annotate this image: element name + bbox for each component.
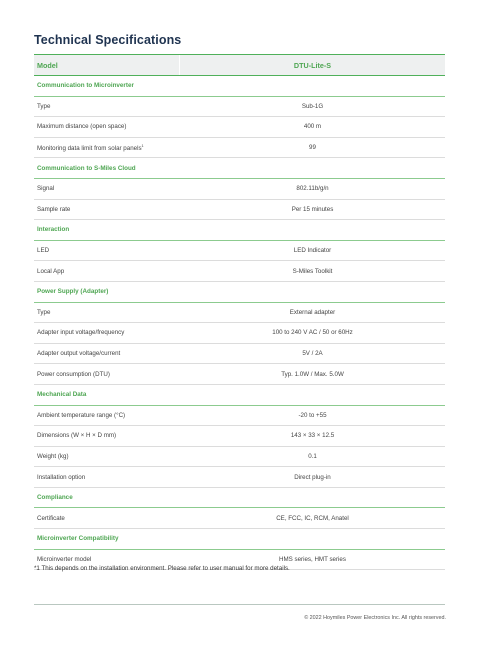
row-label-text: Local App — [37, 267, 65, 275]
table-row — [34, 200, 445, 221]
row-label-text: Installation option — [37, 473, 86, 481]
row-label-text: Maximum distance (open space) — [37, 123, 127, 131]
section-title: Communication to S-Miles Cloud — [37, 164, 136, 172]
header-model-label: Model — [34, 55, 180, 75]
section-header — [34, 158, 445, 179]
row-label — [34, 185, 180, 192]
table-row — [34, 344, 445, 365]
footnote: *1 This depends on the installation environment. Please refer to user manual for more details. — [34, 565, 290, 572]
section-header — [34, 385, 445, 406]
table-row — [34, 508, 445, 529]
section-header — [34, 529, 445, 550]
row-label — [34, 144, 180, 152]
section-title: Interaction — [37, 226, 70, 234]
row-value: Direct plug-in — [294, 473, 331, 481]
footnote-marker: 1 — [141, 143, 144, 148]
row-label — [34, 453, 180, 460]
row-value: External adapter — [289, 308, 336, 316]
row-label-text: Weight (kg) — [37, 452, 69, 460]
table-row — [34, 241, 445, 262]
row-value: 0.1 — [308, 452, 317, 460]
header-model-value: DTU-Lite-S — [293, 60, 332, 70]
row-label — [34, 329, 180, 336]
row-label — [34, 350, 180, 357]
row-value: 143 × 33 × 12.5 — [290, 432, 335, 440]
row-label-text: Monitoring data limit from solar panels — [37, 144, 142, 152]
row-label-text: Dimensions (W × H × D mm) — [37, 432, 117, 440]
row-value: Typ. 1.0W / Max. 5.0W — [281, 370, 344, 378]
table-row — [34, 138, 445, 159]
row-value: CE, FCC, IC, RCM, Anatel — [276, 514, 349, 522]
row-label-text: Power consumption (DTU) — [37, 370, 110, 378]
row-value: LED Indicator — [293, 247, 332, 255]
page-title: Technical Specifications — [34, 33, 182, 47]
section-title: Mechanical Data — [37, 391, 87, 399]
table-row — [34, 323, 445, 344]
row-label-text: Adapter input voltage/frequency — [37, 329, 125, 337]
row-label — [34, 268, 180, 275]
row-label — [34, 247, 180, 254]
section-title: Communication to Microinverter — [37, 82, 134, 90]
section-header — [34, 282, 445, 303]
row-label — [34, 432, 180, 439]
table-row — [34, 467, 445, 488]
section-title: Power Supply (Adapter) — [37, 288, 109, 296]
table-row — [34, 117, 445, 138]
row-label — [34, 206, 180, 213]
row-value: 100 to 240 V AC / 50 or 60Hz — [272, 329, 353, 337]
row-label — [34, 103, 180, 110]
copyright: © 2022 Hoymiles Power Electronics Inc. All rights reserved. — [304, 615, 446, 621]
section-header — [34, 76, 445, 97]
table-row — [34, 364, 445, 385]
row-label — [34, 515, 180, 522]
row-value: 400 m — [303, 123, 322, 131]
row-value: 802.11b/g/n — [296, 185, 329, 193]
table-row — [34, 97, 445, 118]
row-label-text: Type — [37, 102, 51, 110]
row-label — [34, 309, 180, 316]
table-body — [34, 76, 445, 570]
row-value: -20 to +55 — [298, 411, 327, 419]
section-title: Microinverter Compatibility — [37, 535, 119, 543]
table-row — [34, 261, 445, 282]
row-value: 99 — [309, 144, 316, 152]
row-label — [34, 371, 180, 378]
row-label — [34, 412, 180, 419]
row-label-text: Adapter output voltage/current — [37, 350, 121, 358]
row-label-text: Microinverter model — [37, 555, 92, 563]
table-header-row — [34, 54, 445, 76]
row-value: Sub-1G — [301, 102, 324, 110]
row-label — [34, 123, 180, 130]
row-value: 5V / 2A — [302, 350, 323, 358]
table-row — [34, 179, 445, 200]
section-header — [34, 220, 445, 241]
row-value: HMS series, HMT series — [279, 555, 346, 563]
row-label-text: Sample rate — [37, 205, 71, 213]
row-value: S-Miles Toolkit — [292, 267, 333, 275]
row-label — [34, 474, 180, 481]
table-row — [34, 406, 445, 427]
table-row — [34, 426, 445, 447]
row-value: Per 15 minutes — [291, 205, 334, 213]
row-label-text: Signal — [37, 185, 55, 193]
row-label — [34, 556, 180, 563]
table-row — [34, 447, 445, 468]
section-header — [34, 488, 445, 509]
row-label-text: LED — [37, 247, 50, 255]
section-title: Compliance — [37, 494, 73, 502]
spec-table — [34, 54, 445, 570]
row-label-text: Type — [37, 308, 51, 316]
row-label-text: Certificate — [37, 514, 65, 522]
footer-divider — [34, 604, 445, 605]
row-label-text: Ambient temperature range (°C) — [37, 411, 126, 419]
table-row — [34, 303, 445, 324]
